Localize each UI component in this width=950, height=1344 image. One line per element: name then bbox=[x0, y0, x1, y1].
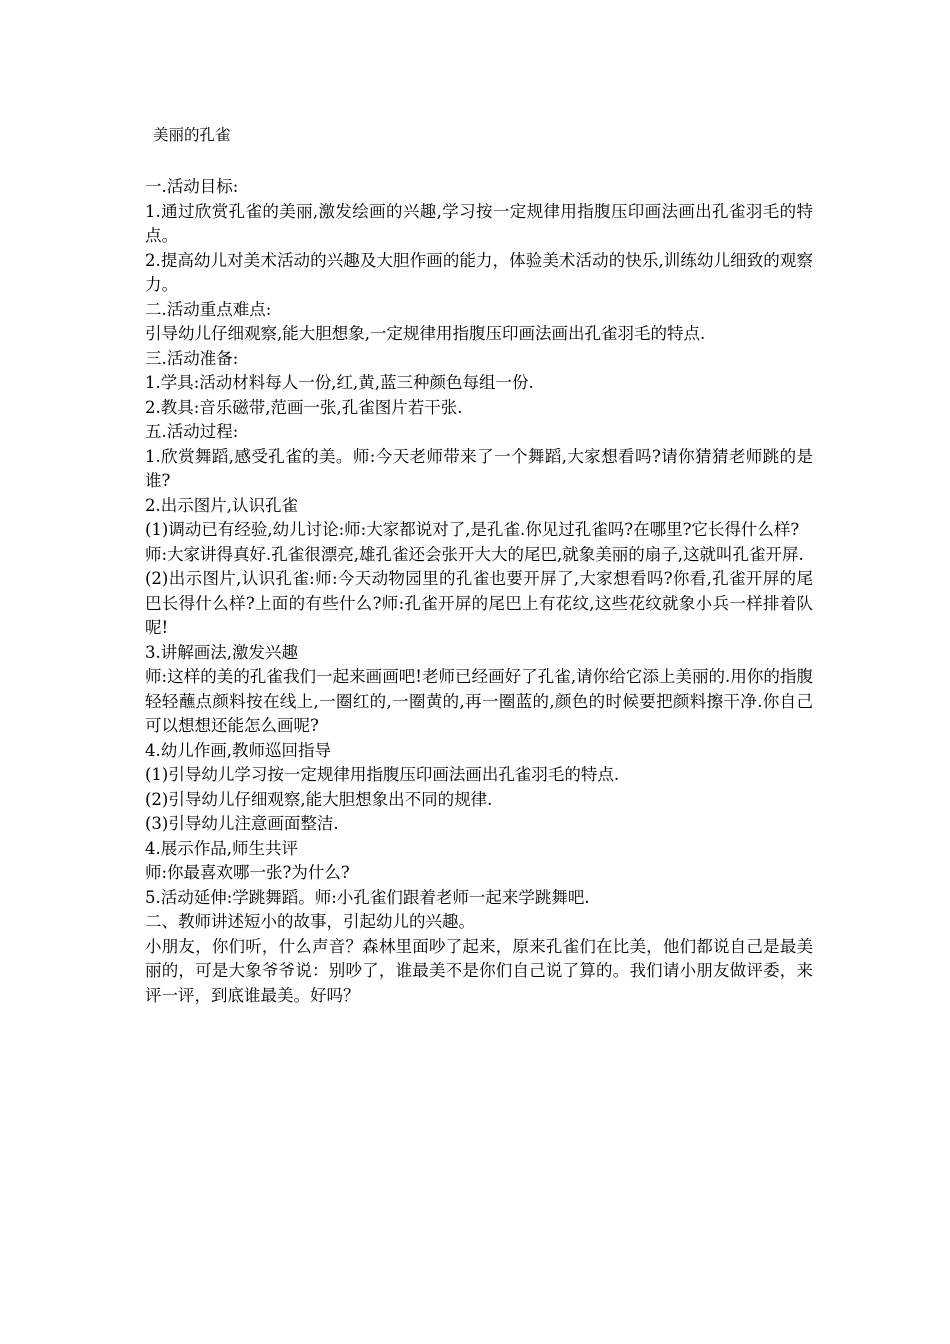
paragraph: 2.提高幼儿对美术活动的兴趣及大胆作画的能力，体验美术活动的快乐,训练幼儿细致的观察力。 bbox=[145, 250, 813, 294]
section-heading: 三.活动准备: bbox=[145, 348, 239, 368]
paragraph: 5.活动延伸:学跳舞蹈。师:小孔雀们跟着老师一起来学跳舞吧. bbox=[145, 887, 590, 907]
paragraph: (1)引导幼儿学习按一定规律用指腹压印画法画出孔雀羽毛的特点. bbox=[145, 765, 620, 784]
paragraph: 1.欣赏舞蹈,感受孔雀的美。师:今天老师带来了一个舞蹈,大家想看吗?请你猜猜老师跳的是谁? bbox=[145, 446, 813, 490]
paragraph: 1.学具:活动材料每人一份,红,黄,蓝三种颜色每组一份. bbox=[145, 373, 534, 392]
paragraph: 师:你最喜欢哪一张?为什么? bbox=[145, 863, 350, 882]
section-heading: 二、教师讲述短小的故事，引起幼儿的兴趣。 bbox=[145, 912, 475, 931]
paragraph: 2.出示图片,认识孔雀 bbox=[145, 495, 298, 515]
paragraph: 3.讲解画法,激发兴趣 bbox=[145, 642, 298, 662]
document-title: 美丽的孔雀 bbox=[153, 126, 231, 144]
paragraph: 4.幼儿作画,教师巡回指导 bbox=[145, 740, 331, 760]
section-heading: 二.活动重点难点: bbox=[145, 299, 272, 319]
paragraph: (2)出示图片,认识孔雀:师:今天动物园里的孔雀也要开屏了,大家想看吗?你看,孔雀开屏的尾巴长得什么样?上面的有些什么?师:孔雀开屏的尾巴上有花纹,这些花纹就象小兵一样排着队呢! bbox=[145, 569, 813, 637]
paragraph: 2.教具:音乐磁带,范画一张,孔雀图片若干张. bbox=[145, 397, 463, 417]
paragraph: 引导幼儿仔细观察,能大胆想象,一定规律用指腹压印画法画出孔雀羽毛的特点. bbox=[145, 324, 706, 343]
paragraph: 师:这样的美的孔雀我们一起来画画吧!老师已经画好了孔雀,请你给它添上美丽的.用你的指腹轻轻蘸点颜料按在线上,一圈红的,一圈黄的,再一圈蓝的,颜色的时候要把颜料擦干净.你自己可以想想还能怎么画呢? bbox=[145, 667, 813, 735]
paragraph: (1)调动已有经验,幼儿讨论:师:大家都说对了,是孔雀.你见过孔雀吗?在哪里?它长得什么样? bbox=[145, 520, 800, 539]
document-body bbox=[145, 175, 813, 1008]
paragraph: 4.展示作品,师生共评 bbox=[145, 838, 298, 858]
section-heading: 五.活动过程: bbox=[145, 422, 239, 441]
paragraph: (3)引导幼儿注意画面整洁. bbox=[145, 814, 339, 833]
section-heading: 一.活动目标: bbox=[145, 177, 239, 196]
paragraph: 师:大家讲得真好.孔雀很漂亮,雄孔雀还会张开大大的尾巴,就象美丽的扇子,这就叫孔雀开屏. bbox=[145, 544, 804, 564]
paragraph: 1.通过欣赏孔雀的美丽,激发绘画的兴趣,学习按一定规律用指腹压印画法画出孔雀羽毛的特点。 bbox=[145, 201, 813, 245]
paragraph: 小朋友，你们听，什么声音？森林里面吵了起来，原来孔雀们在比美，他们都说自己是最美丽的，可是大象爷爷说：别吵了，谁最美不是你们自己说了算的。我们请小朋友做评委，来评一评，到底谁最美。好吗？ bbox=[145, 936, 813, 1005]
paragraph: (2)引导幼儿仔细观察,能大胆想象出不同的规律. bbox=[145, 789, 493, 809]
